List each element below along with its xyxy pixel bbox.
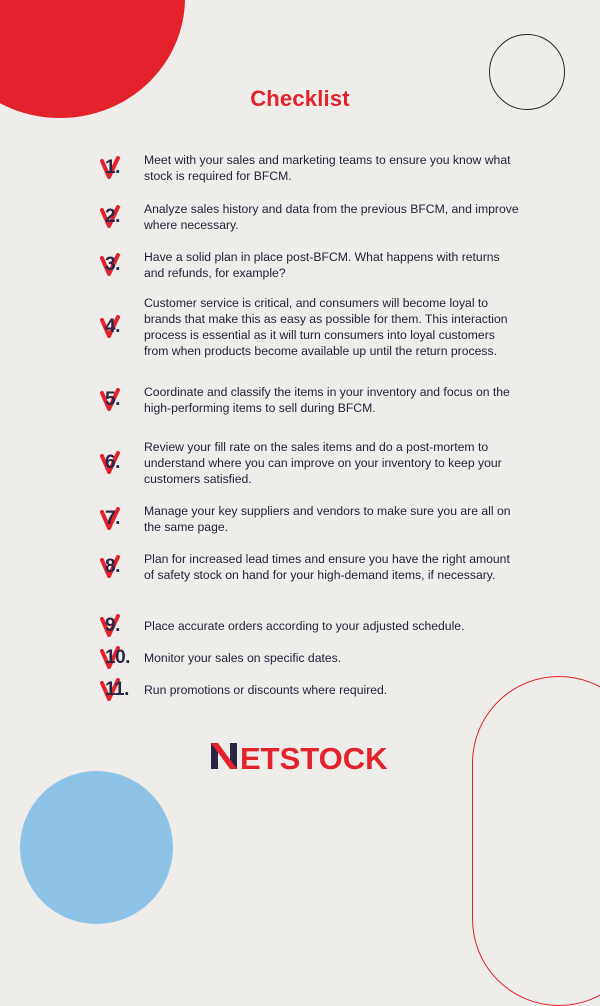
netstock-logo: [0, 738, 600, 779]
checklist-item: [100, 152, 520, 184]
item-text: Review your fill rate on the sales items and do a post-mortem to understand where you can improve on your inventory to keep your customers satisfied.: [144, 440, 502, 486]
checklist-item: [100, 615, 520, 637]
item-text: Manage your key suppliers and vendors to make sure you are all on the same page.: [144, 504, 511, 534]
item-text: Analyze sales history and data from the previous BFCM, and improve where necessary.: [144, 202, 519, 232]
item-number-label: 5.: [105, 389, 120, 410]
checklist-item: [100, 503, 520, 535]
checklist-item: [100, 647, 520, 669]
item-number: [100, 679, 144, 701]
decorative-blue-circle: [20, 771, 173, 924]
item-number-label: 6.: [105, 452, 120, 473]
item-number: [100, 389, 144, 411]
item-text: Coordinate and classify the items in your inventory and focus on the high-performing items to sell during BFCM.: [144, 385, 510, 415]
item-number-label: 3.: [105, 254, 120, 275]
page-title: Checklist: [250, 86, 350, 111]
checklist-item: [100, 679, 520, 701]
decorative-red-arch: [472, 676, 600, 1006]
item-number: [100, 206, 144, 228]
checklist-item: [100, 551, 520, 583]
checklist-item: [100, 201, 520, 233]
item-number: [100, 316, 144, 338]
checklist-item: [100, 384, 520, 416]
item-number: [100, 452, 144, 474]
logo-wordmark: ETSTOCK: [240, 741, 388, 774]
item-number-label: 11.: [105, 679, 129, 700]
item-number-label: 10.: [105, 647, 130, 668]
item-number-label: 1.: [105, 157, 120, 178]
item-text: Monitor your sales on specific dates.: [144, 651, 342, 665]
item-text: Customer service is critical, and consumers will become loyal to brands that make this as easy as possible for them. This interaction process is essential as it will turn consumers into loyal customers from when products become available up until the return process.: [144, 296, 508, 358]
item-number-label: 4.: [105, 316, 120, 337]
item-text: Run promotions or discounts where required.: [144, 683, 388, 697]
item-text: Place accurate orders according to your adjusted schedule.: [144, 619, 465, 633]
item-number: [100, 508, 144, 530]
item-number-label: 9.: [105, 615, 120, 636]
item-number: [100, 157, 144, 179]
checklist-item: [100, 439, 520, 487]
item-number: [100, 556, 144, 578]
item-number-label: 8.: [105, 556, 120, 577]
checklist-item: [100, 295, 520, 359]
item-number: [100, 254, 144, 276]
item-number-label: 7.: [105, 508, 120, 529]
item-number-label: 2.: [105, 206, 120, 227]
item-number: [100, 615, 144, 637]
item-text: Plan for increased lead times and ensure you have the right amount of safety stock on hand for your high-demand items, if necessary.: [144, 552, 510, 582]
item-text: Have a solid plan in place post-BFCM. What happens with returns and refunds, for example?: [144, 250, 500, 280]
item-number: [100, 647, 144, 669]
checklist-item: [100, 249, 520, 281]
item-text: Meet with your sales and marketing teams to ensure you know what stock is required for BFCM.: [144, 153, 511, 183]
